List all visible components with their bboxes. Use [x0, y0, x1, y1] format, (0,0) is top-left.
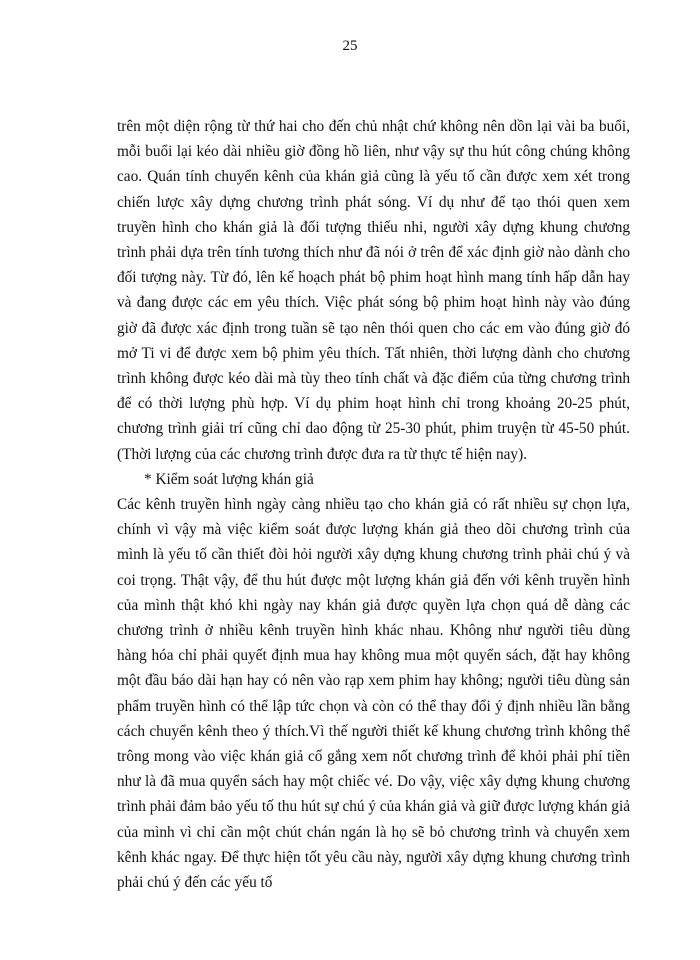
document-body [117, 114, 630, 895]
paragraph: trên một diện rộng từ thứ hai cho đến chủ nhật chứ không nên dồn lại vài ba buổi, mỗi buổi lại kéo dài nhiều giờ đồng hồ liên, như vậy sự thu hút công chúng không cao. Quán tính chuyển kênh của khán giả cũng là yếu tố cần được xem xét trong chiến lược xây dựng chương trình phát sóng. Ví dụ như để tạo thói quen xem truyền hình cho khán giả là đối tượng thiếu nhi, người xây dựng khung chương trình phải dựa trên tính tương thích như đã nói ở trên để xác định giờ nào dành cho đối tượng này. Từ đó, lên kế hoạch phát bộ phim hoạt hình mang tính hấp dẫn hay và đang được các em yêu thích. Việc phát sóng bộ phim hoạt hình này vào đúng giờ đã được xác định trong tuần sẽ tạo nên thói quen cho các em vào đúng giờ đó mở Ti vi để được xem bộ phim yêu thích. Tất nhiên, thời lượng dành cho chương trình không được kéo dài mà tùy theo tính chất và đặc điểm của từng chương trình để có thời lượng phù hợp. Ví dụ phim hoạt hình chỉ trong khoảng 20-25 phút, chương trình giải trí cũng chỉ dao động từ 25-30 phút, phim truyện từ 45-50 phút. (Thời lượng của các chương trình được đưa ra từ thực tế hiện nay). [117, 118, 630, 463]
page-number: 25 [342, 38, 358, 54]
paragraph: Các kênh truyền hình ngày càng nhiều tạo cho khán giả có rất nhiều sự chọn lựa, chính vì vậy mà việc kiểm soát được lượng khán giả theo dõi chương trình của mình là yếu tố cần thiết đòi hỏi người xây dựng khung chương trình phải chú ý và coi trọng. Thật vậy, để thu hút được một lượng khán giả đến với kênh truyền hình của mình thật khó khi ngày nay khán giả được quyền lựa chọn quá dễ dàng các chương trình ở nhiều kênh truyền hình khác nhau. Không như người tiêu dùng hàng hóa chỉ phải quyết định mua hay không mua một quyển sách, đặt hay không một đầu báo dài hạn hay có nên vào rạp xem phim hay không; người tiêu dùng sản phẩm truyền hình có thể lập tức chọn và còn có thể thay đổi ý định nhiều lần bằng cách chuyển kênh theo ý thích.Vì thế người thiết kế khung chương trình không thể trông mong vào việc khán giả cố gắng xem nốt chương trình để khỏi phải phí tiền như là đã mua quyển sách hay một chiếc vé. Do vậy, việc xây dựng khung chương trình phải đảm bảo yếu tố thu hút sự chú ý của khán giả và giữ được lượng khán giả của mình vì chỉ cần một chút chán ngán là họ sẽ bỏ chương trình và chuyển xem kênh khác ngay. Để thực hiện tốt yêu cầu này, người xây dựng khung chương trình phải chú ý đến các yếu tố [117, 496, 630, 892]
section-heading: * Kiểm soát lượng khán giả [144, 470, 314, 488]
